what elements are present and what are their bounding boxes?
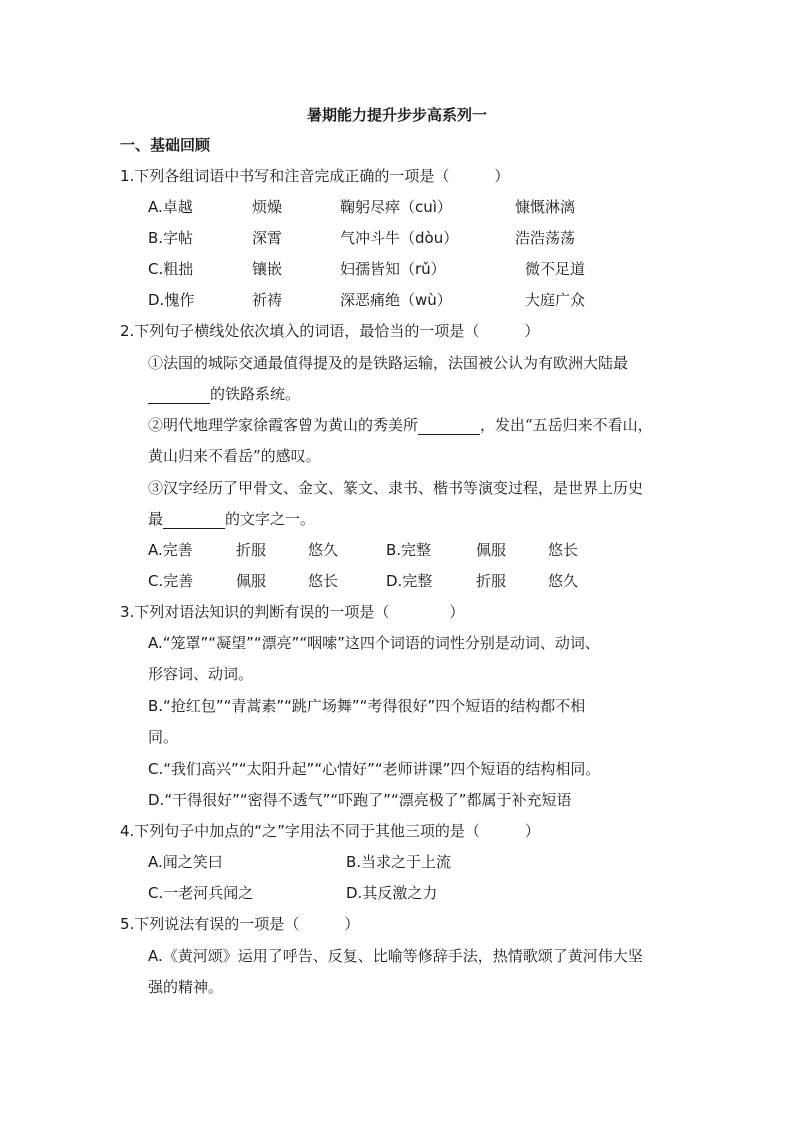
question-3-option-d: D.“干得很好”“密得不透气”“吓跑了”“漂亮极了”都属于补充短语 <box>148 791 572 809</box>
question-2-sentence-1-cont <box>148 383 300 404</box>
option-word: 深恶痛绝（wù） <box>340 291 452 309</box>
option-word: 浩浩荡荡 <box>515 229 576 247</box>
sentence-text: 最 <box>148 510 164 528</box>
question-5-option-a: A.《黄河颂》运用了呼告、反复、比喻等修辞手法，热情歌颂了黄河伟大坚 <box>148 947 643 965</box>
option-word: 折服 <box>476 572 507 590</box>
option-b: B.当求之于上流 <box>346 853 452 871</box>
option-word: 妇孺皆知（rǔ） <box>340 260 446 278</box>
option-word: 悠久 <box>308 541 339 559</box>
option-word: 慷慨淋漓 <box>515 198 576 216</box>
option-word: 气冲斗牛（dòu） <box>340 229 459 247</box>
option-word: C.完善 <box>148 572 194 590</box>
question-3-stem: 3.下列对语法知识的判断有误的一项是（ ） <box>120 603 465 621</box>
option-word: 折服 <box>236 541 267 559</box>
option-d: D.其反激之力 <box>346 884 438 902</box>
question-2-sentence-3-cont <box>148 508 315 529</box>
question-3-option-c: C.“我们高兴”“太阳升起”“心情好”“老师讲课”四个短语的结构相同。 <box>148 760 601 778</box>
option-word: B.完整 <box>386 541 432 559</box>
option-word: 悠长 <box>308 572 339 590</box>
option-word: 悠久 <box>548 572 579 590</box>
fill-blank <box>418 419 480 435</box>
question-5-option-a-cont: 强的精神。 <box>148 978 224 996</box>
option-word: 祈祷 <box>252 291 283 309</box>
section-heading: 一、基础回顾 <box>120 136 211 154</box>
option-word: D.愧作 <box>148 291 195 309</box>
question-2-sentence-2-cont: 黄山归来不看岳”的感叹。 <box>148 447 321 465</box>
question-5-stem: 5.下列说法有误的一项是（ ） <box>120 915 360 933</box>
question-2-sentence-1: ①法国的城际交通最值得提及的是铁路运输，法国被公认为有欧洲大陆最 <box>148 354 629 372</box>
option-a: A.闻之笑曰 <box>148 853 223 871</box>
question-1-stem: 1.下列各组词语中书写和注音完成正确的一项是（ ） <box>120 167 510 185</box>
option-word: 微不足道 <box>525 260 586 278</box>
question-3-option-b: B.“抢红包”“青蒿素”“跳广场舞”“考得很好”四个短语的结构都不相 <box>148 697 586 715</box>
option-word: 鞠躬尽瘁（cuì） <box>340 198 452 216</box>
option-word: 大庭广众 <box>525 291 586 309</box>
question-3-option-b-cont: 同。 <box>148 728 179 746</box>
option-word: B.字帖 <box>148 229 194 247</box>
question-2-sentence-3: ③汉字经历了甲骨文、金文、篆文、隶书、楷书等演变过程，是世界上历史 <box>148 479 644 497</box>
sentence-text: 的铁路系统。 <box>210 385 301 403</box>
question-2-sentence-2 <box>148 414 653 435</box>
sentence-text: ，发出“五岳归来不看山， <box>480 416 653 434</box>
fill-blank <box>163 513 225 529</box>
question-3-option-a-cont: 形容词、动词。 <box>148 665 254 683</box>
option-word: 悠长 <box>548 541 579 559</box>
page-title: 暑期能力提升步步高系列一 <box>306 106 487 124</box>
option-word: A.完善 <box>148 541 193 559</box>
question-4-stem: 4.下列句子中加点的“之”字用法不同于其他三项的是（ ） <box>120 822 540 840</box>
option-word: D.完整 <box>386 572 433 590</box>
option-word: 佩服 <box>236 572 267 590</box>
option-word: 佩服 <box>476 541 507 559</box>
option-word: 深霄 <box>252 229 283 247</box>
option-c: C.一老河兵闻之 <box>148 884 254 902</box>
option-word: 镶嵌 <box>252 260 283 278</box>
question-2-stem: 2.下列句子横线处依次填入的词语，最恰当的一项是（ ） <box>120 322 540 340</box>
sentence-text: ②明代地理学家徐霞客曾为黄山的秀美所 <box>148 416 419 434</box>
option-word: C.粗拙 <box>148 260 194 278</box>
option-word: A.卓越 <box>148 198 193 216</box>
sentence-text: 的文字之一。 <box>225 510 316 528</box>
fill-blank <box>148 388 210 404</box>
question-3-option-a: A.“笼罩”“凝望”“漂亮”“咽嗦”这四个词语的词性分别是动词、动词、 <box>148 634 600 652</box>
option-word: 烦燥 <box>252 198 283 216</box>
